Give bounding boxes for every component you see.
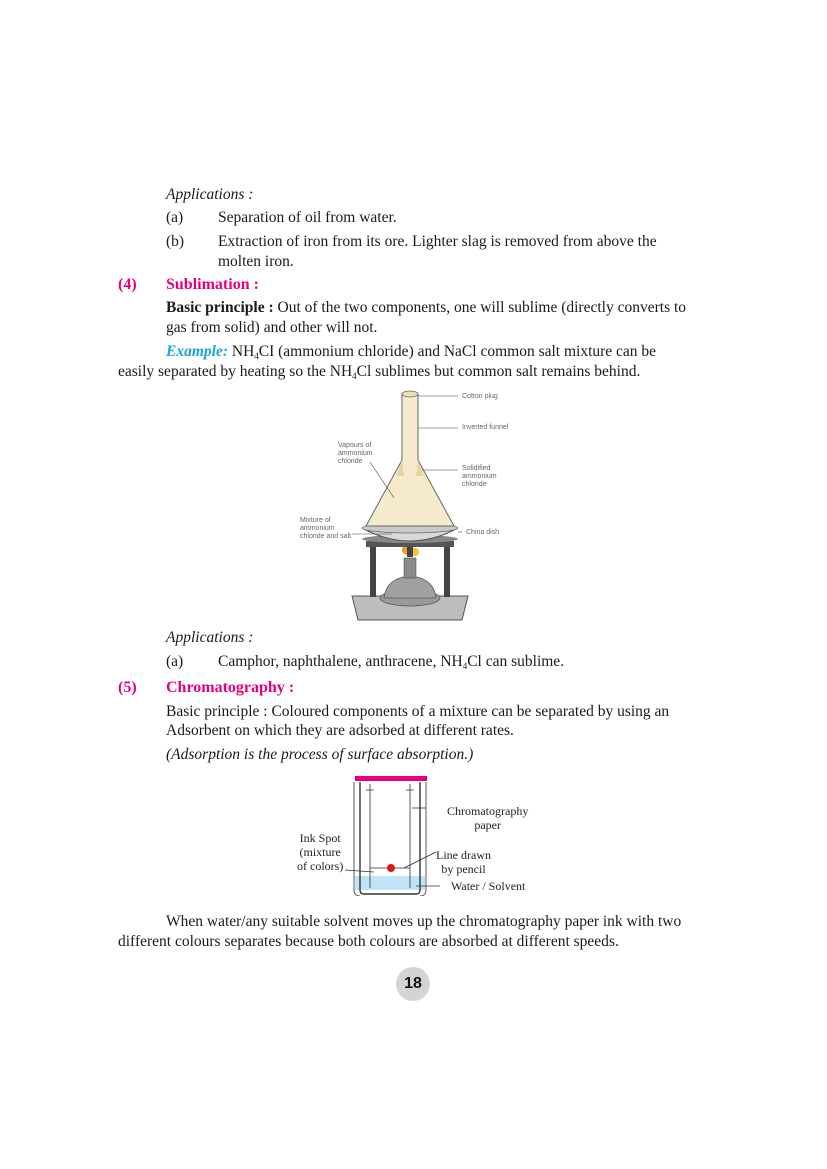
principle-line: Basic principle : Coloured components of a mixture can be separated by using an [166, 703, 670, 720]
section-title: Chromatography : [166, 679, 295, 696]
page-number: 18 [396, 967, 430, 1001]
example-text: easily separated by heating so the NH [118, 363, 353, 380]
sublimation-apparatus-diagram [290, 384, 530, 624]
label-china-dish: China dish [466, 529, 500, 536]
list-label-a: (a) [166, 653, 184, 670]
label-cotton-plug: Cotton plug [462, 393, 498, 400]
label-inverted-funnel: Inverted funnel [462, 424, 509, 431]
section-number: (4) [118, 276, 137, 293]
section-number: (5) [118, 679, 137, 696]
example-line-cont [118, 362, 640, 382]
label-vapours: Vapours of ammonium chloride [338, 442, 373, 465]
applications-heading: Applications : [166, 629, 254, 646]
closing-paragraph-line: When water/any suitable solvent moves up the chromatography paper ink with two [166, 913, 682, 930]
section-title: Sublimation : [166, 276, 259, 293]
subscript: 4 [352, 371, 357, 381]
list-item-text: Camphor, naphthalene, anthracene, $NH_4Cl$ can sublime. [218, 653, 565, 671]
principle-line [166, 298, 709, 318]
label-water-solvent: Water / Solvent [451, 879, 526, 893]
label-ink-spot: Ink Spot (mixture of colors) [297, 831, 344, 873]
list-item-text: Extraction of iron from its ore. Lighter slag is removed from above the [218, 233, 657, 250]
principle-text: Out of the two components, one will sublime (directly converts to [273, 299, 687, 316]
subscript: 4 [254, 351, 259, 361]
example-text: NH [228, 343, 255, 360]
principle-line-cont: Adsorbent on which they are adsorbed at different rates. [166, 722, 514, 739]
example-text: CI (ammonium chloride) and NaCl common salt mixture can be [258, 343, 657, 360]
top-bar [355, 776, 427, 781]
solvent [355, 876, 425, 890]
principle-label: Basic principle : [166, 299, 274, 316]
label-mixture: Mixture of ammonium chloride and salt [300, 517, 351, 540]
note-text: (Adsorption is the process of surface absorption.) [166, 746, 474, 763]
label-chromatography-paper: Chromatography paper [447, 804, 529, 832]
closing-paragraph-line-cont: different colours separates because both colours are absorbed at different speeds. [118, 933, 619, 950]
example-line [166, 342, 709, 362]
example-text: Cl sublimes but common salt remains behind. [356, 363, 641, 380]
example-label: Example: [166, 343, 228, 360]
ink-spot [387, 864, 395, 872]
list-label-b: (b) [166, 233, 185, 250]
applications-heading: Applications : [166, 186, 254, 203]
label-pencil-line: Line drawn by pencil [436, 848, 491, 876]
list-label-a: (a) [166, 209, 184, 226]
chromatography-diagram [340, 772, 440, 896]
label-solidified: Solidified ammonium chloride [462, 465, 497, 488]
list-item-text: Separation of oil from water. [218, 209, 397, 226]
principle-line-cont: gas from solid) and other will not. [166, 319, 378, 336]
list-item-text-cont: molten iron. [218, 253, 294, 270]
